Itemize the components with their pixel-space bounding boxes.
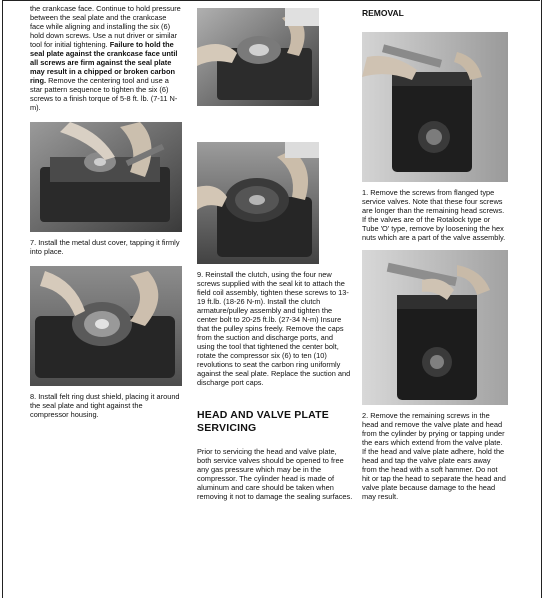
photo-felt-ring-image [30, 266, 182, 386]
column-left [30, 4, 186, 419]
photo-felt-ring [30, 266, 182, 386]
caption-removal-step-2: 2. Remove the remaining screws in the head and remove the valve plate and head from the cylinder by prying or tapping under the ears which extend from the valve plate. If the head and valve plate adhere, hold the head and tap the valve plate ears away from the head with a soft hammer. Do not hit or tap the head to separate the head and valve plate because damage to the head may result. [362, 411, 506, 501]
text-seal-plate-b: Remove the centering tool and use a star pattern sequence to tighten the six (6) screws to a finish torque of 5-8 ft. lb. (7-11 N-m). [30, 76, 178, 112]
caption-step-9: 9. Reinstall the clutch, using the four new screws supplied with the seal kit to attach the field coil assembly, tighten these screws to 13-19 ft.lb. (18-26 N-m). Install the clutch armature/pulley assembly and tighten the center bolt to 20-25 ft.lb. (27-34 N-m) Insure that the pulley spins freely. Remove the caps from the suction and discharge ports, and using the tool that tightened the center bolt, rotate the compressor six (6) to ten (10) revolutions to seat the carbon ring uniformly against the seal plate. Replace the suction and discharge port caps. [197, 270, 351, 387]
photo-remove-head-image [362, 250, 508, 405]
caption-removal-step-1: 1. Remove the screws from flanged type service valves. Note that these four screws are longer than the remaining head screws. If the valves are of the Rotalock type or Tube 'O' type, remove by loosening the hex nuts which are a part of the valve assembly. [362, 188, 506, 242]
photo-seal-plate-image [197, 8, 319, 106]
photo-seal-plate [197, 8, 319, 106]
section-heading-head-valve: HEAD AND VALVE PLATE SERVICING [197, 409, 329, 434]
section-heading-removal: REMOVAL [362, 8, 404, 18]
paragraph-head-valve-intro: Prior to servicing the head and valve plate, both service valves should be opened to free any gas pressure which may be in the compressor. The cylinder head is made of aluminum and care should be taken when removing it not to damage the sealing surfaces. [197, 447, 353, 501]
column-middle [197, 4, 354, 501]
photo-dust-cover [30, 122, 182, 232]
column-right [362, 4, 512, 501]
photo-clutch-image [197, 142, 319, 264]
caption-step-7: 7. Install the metal dust cover, tapping it firmly into place. [30, 238, 180, 256]
photo-remove-valves [362, 32, 508, 182]
paragraph-seal-plate [30, 4, 182, 112]
photo-dust-cover-image [30, 122, 182, 232]
caption-step-8: 8. Install felt ring dust shield, placing it around the seal plate and tight against the compressor housing. [30, 392, 180, 419]
text-seal-plate-a: the crankcase face. Continue to hold pressure between the seal plate and the crankcase face while aligning and installing the six (6) hold down screws. Use a nut driver or similar tool for initial tightening. [30, 4, 181, 49]
photo-clutch [197, 142, 319, 264]
photo-remove-valves-image [362, 32, 508, 182]
text-seal-plate-warning: Failure to hold the seal plate against the crankcase face until all screws are firm against the seal plate may result in a chipped or broken carbon ring. [30, 40, 178, 85]
photo-remove-head [362, 250, 508, 405]
